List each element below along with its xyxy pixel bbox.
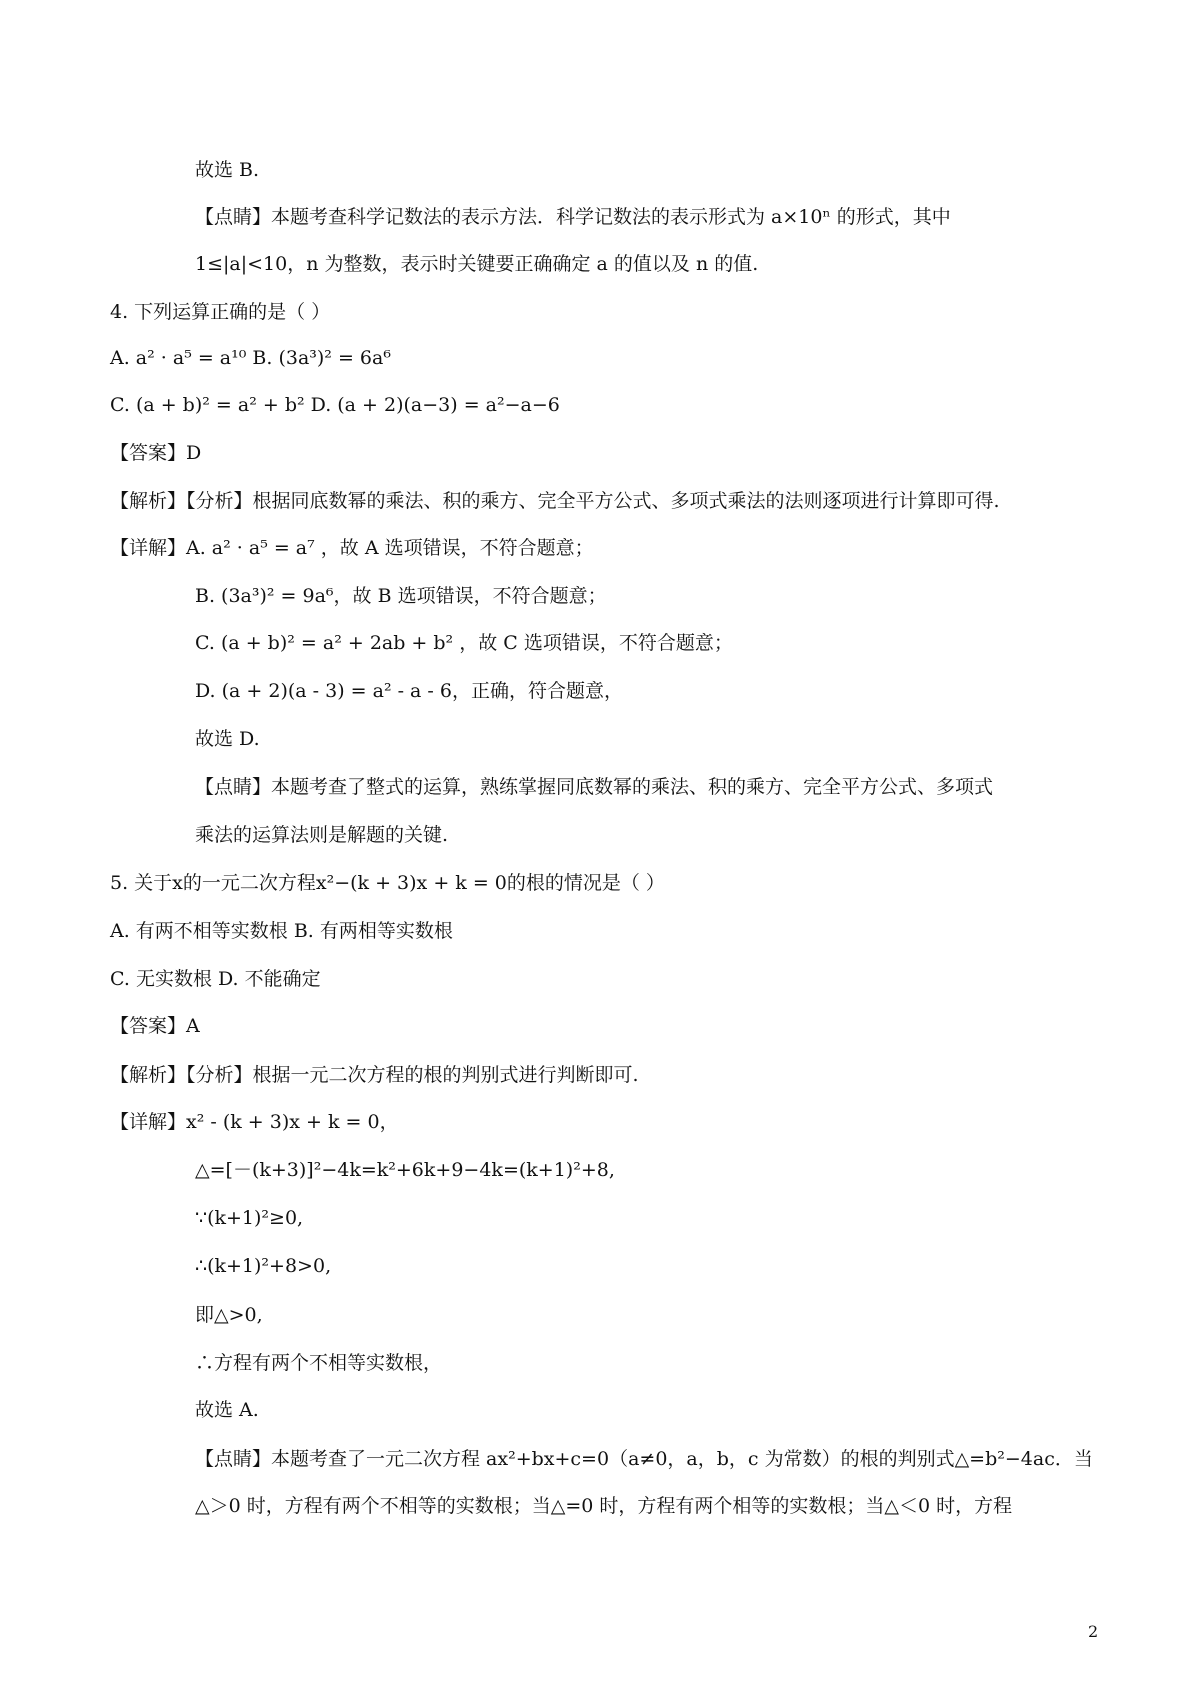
q4-detail-c: C. (a + b)² = a² + 2ab + b² ，故 C 选项错误，不符合题意； <box>195 632 733 654</box>
q4-detail-a: 【详解】A. a² · a⁵ = a⁷ ，故 A 选项错误，不符合题意； <box>110 537 594 559</box>
q3-choose: 故选 B. <box>195 159 260 181</box>
q5-answer: 【答案】A <box>110 1015 200 1037</box>
q4-stem: 4. 下列运算正确的是（ ） <box>110 301 331 323</box>
q5-detail-5: 即△>0, <box>195 1304 263 1326</box>
q4-detail-d: D. (a + 2)(a - 3) = a² - a - 6，正确，符合题意， <box>195 680 623 702</box>
q5-stem: 5. 关于x的一元二次方程x²−(k + 3)x + k = 0的根的情况是（ ） <box>110 872 665 894</box>
q5-comment-line-2: △＞0 时，方程有两个不相等的实数根；当△=0 时，方程有两个相等的实数根；当△＜0 时，方程 <box>195 1495 1013 1517</box>
q5-detail-1: 【详解】x² - (k + 3)x + k = 0， <box>110 1111 399 1133</box>
q4-comment-line-1: 【点睛】本题考查了整式的运算，熟练掌握同底数幂的乘法、积的乘方、完全平方公式、多项式 <box>195 776 994 798</box>
q5-detail-6: ∴方程有两个不相等实数根， <box>195 1352 443 1374</box>
q4-options-cd: C. (a + b)² = a² + b² D. (a + 2)(a−3) = a²−a−6 <box>110 394 560 416</box>
q5-options-ab: A. 有两不相等实数根 B. 有两相等实数根 <box>110 920 453 942</box>
q5-choose: 故选 A. <box>195 1399 259 1421</box>
page-number: 2 <box>1088 1622 1099 1641</box>
q3-comment-line-2: 1≤|a|<10，n 为整数，表示时关键要正确确定 a 的值以及 n 的值. <box>195 253 759 275</box>
q4-options-ab: A. a² · a⁵ = a¹⁰ B. (3a³)² = 6a⁶ <box>110 347 391 369</box>
q4-choose: 故选 D. <box>195 728 260 750</box>
q5-detail-3: ∵(k+1)²≥0, <box>195 1207 304 1229</box>
q5-detail-4: ∴(k+1)²+8>0, <box>195 1255 332 1277</box>
q5-options-cd: C. 无实数根 D. 不能确定 <box>110 968 321 990</box>
q4-answer: 【答案】D <box>110 442 202 464</box>
q4-analysis: 【解析】【分析】根据同底数幂的乘法、积的乘方、完全平方公式、多项式乘法的法则逐项进行计算即可得. <box>110 490 1000 512</box>
q5-analysis: 【解析】【分析】根据一元二次方程的根的判别式进行判断即可. <box>110 1064 639 1086</box>
q3-comment-line-1: 【点睛】本题考查科学记数法的表示方法．科学记数法的表示形式为 a×10ⁿ 的形式，其中 <box>195 206 951 228</box>
q5-detail-2: △=[－(k+3)]²−4k=k²+6k+9−4k=(k+1)²+8, <box>195 1159 615 1181</box>
q4-detail-b: B. (3a³)² = 9a⁶，故 B 选项错误，不符合题意； <box>195 585 607 607</box>
q4-comment-line-2: 乘法的运算法则是解题的关键. <box>195 824 449 846</box>
q5-comment-line-1: 【点睛】本题考查了一元二次方程 ax²+bx+c=0（a≠0，a，b，c 为常数）的根的判别式△=b²−4ac．当 <box>195 1448 1093 1470</box>
